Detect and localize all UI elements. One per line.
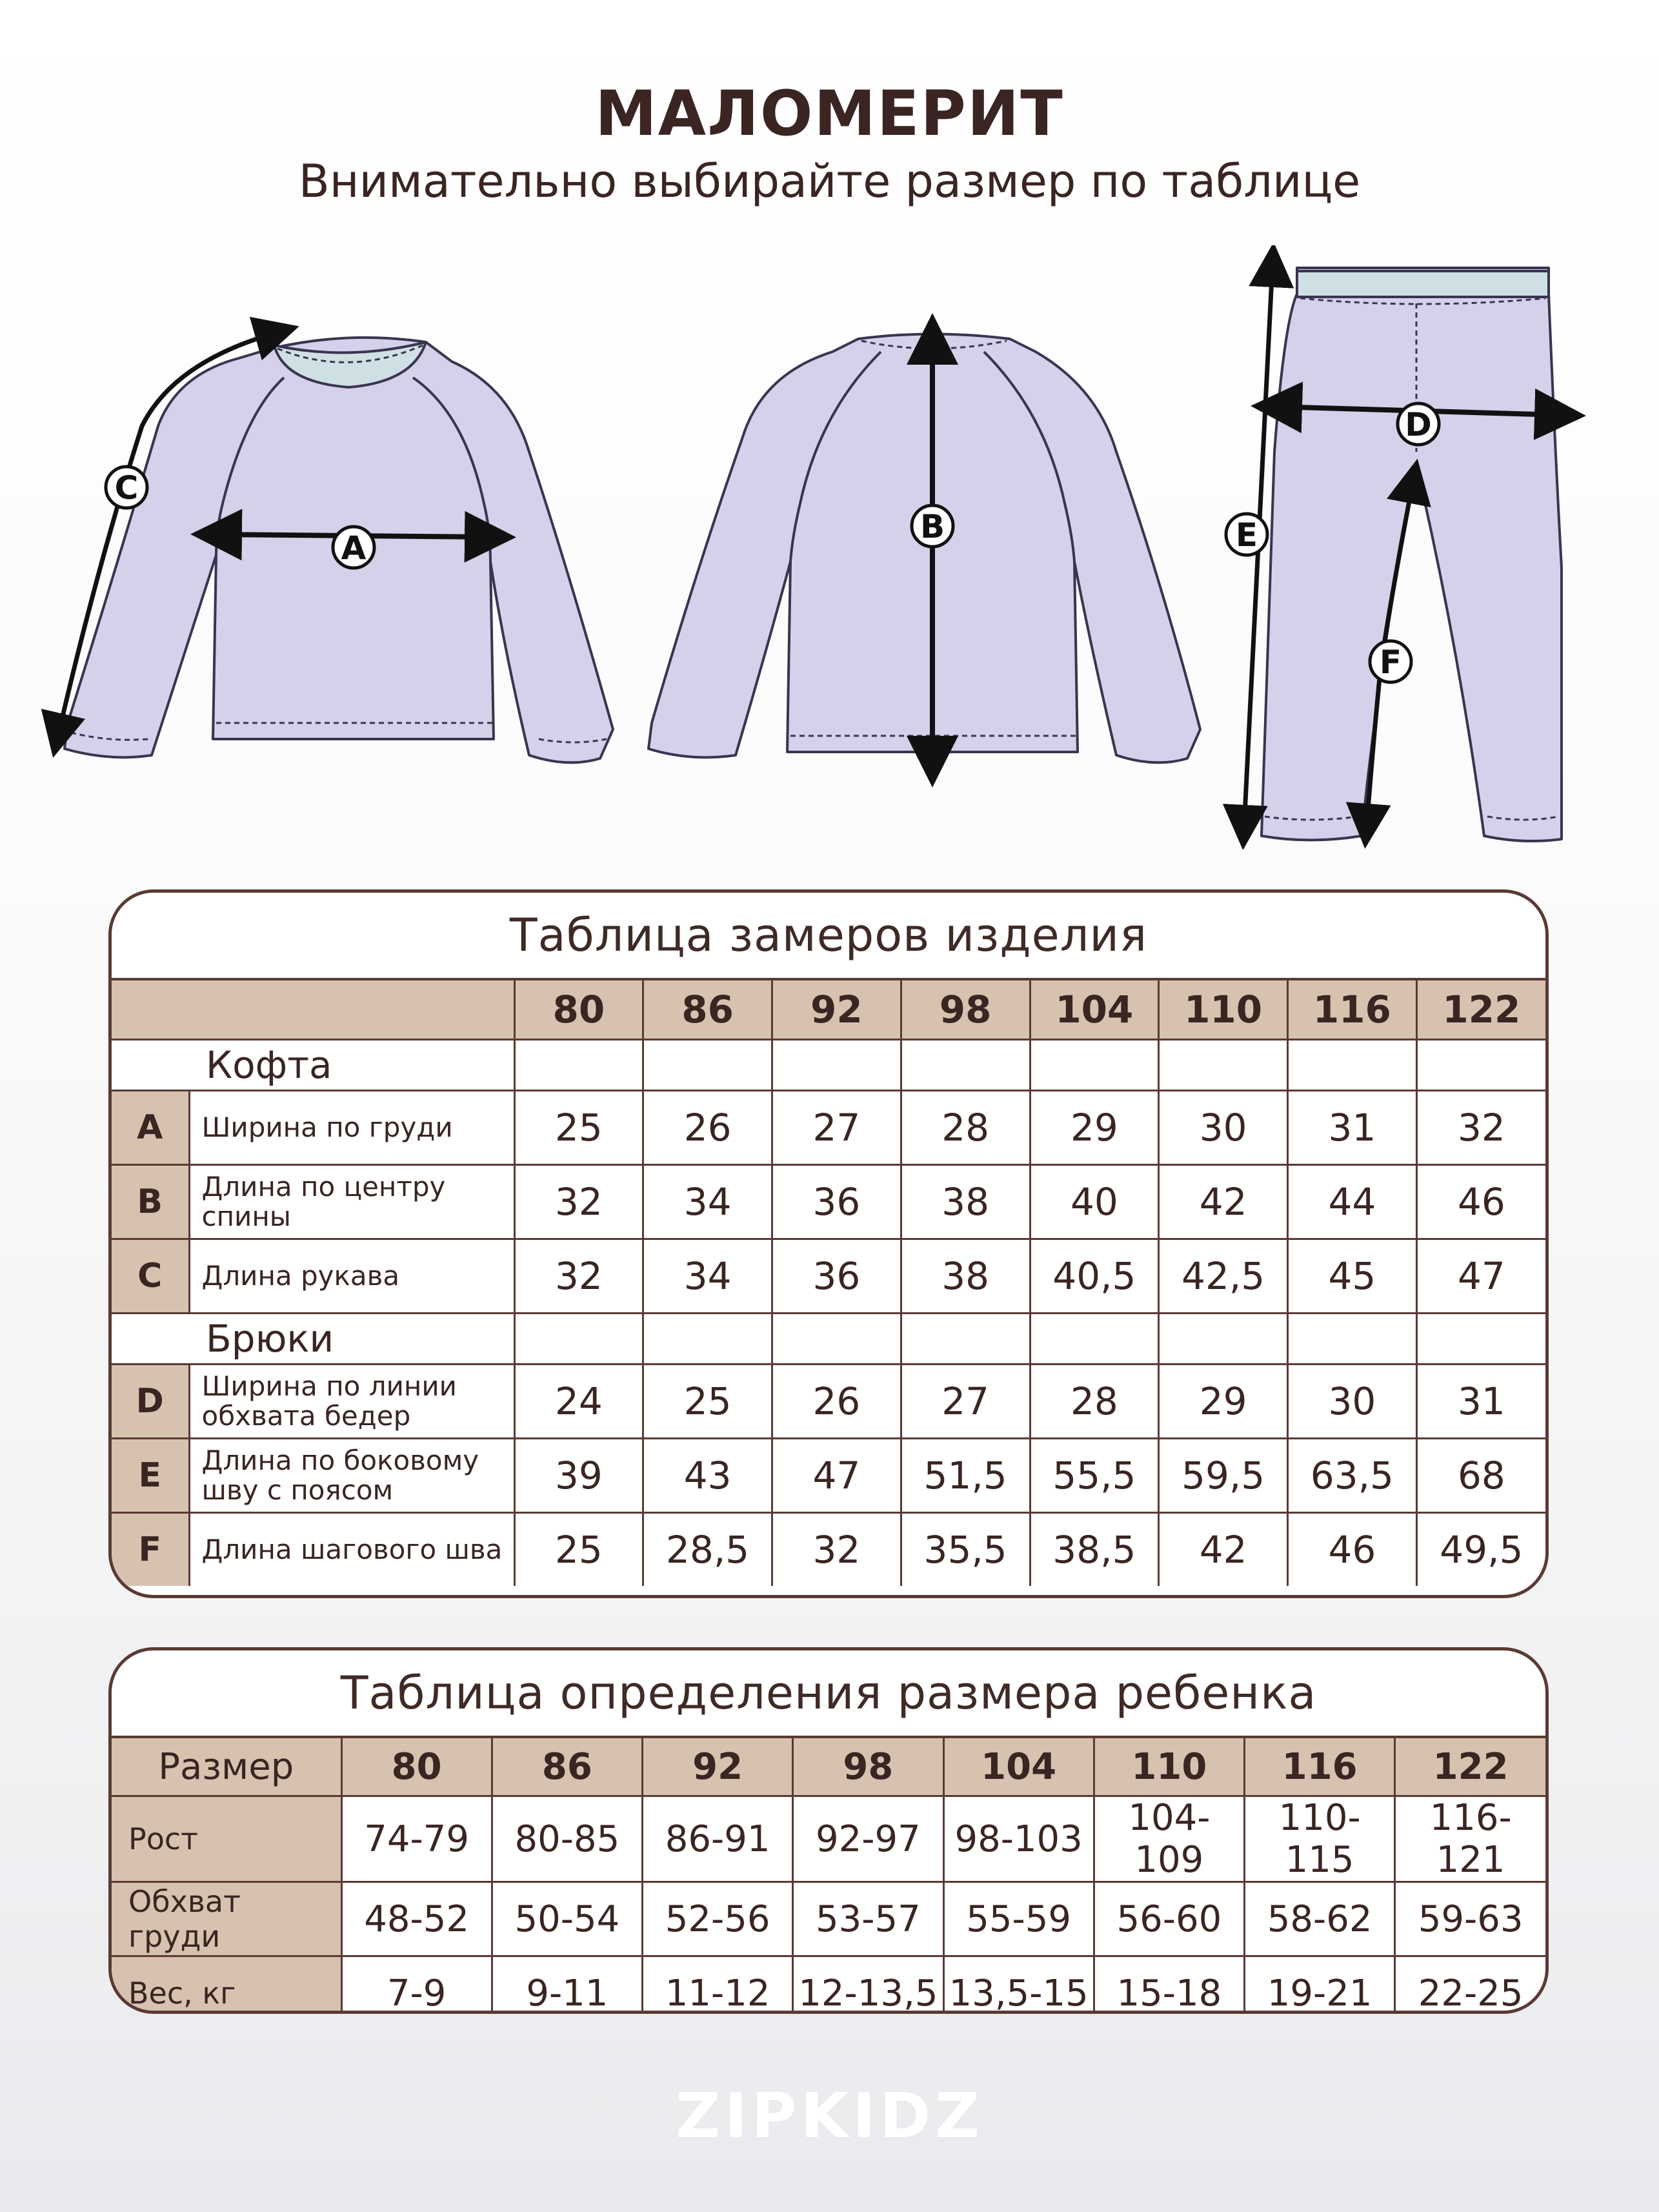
size-header-cell: 92 [643, 1738, 793, 1796]
measure-value: 68 [1416, 1439, 1545, 1513]
measure-letter: F [112, 1513, 189, 1587]
measure-value: 30 [1288, 1365, 1417, 1439]
section-row [112, 1040, 1545, 1091]
measurements-title: Таблица замеров изделия [112, 893, 1545, 980]
size-header-cell: 116 [1288, 980, 1417, 1040]
measure-value: 26 [772, 1365, 901, 1439]
measure-value: 25 [514, 1513, 643, 1587]
measure-value: 32 [772, 1513, 901, 1587]
size-value: 86-91 [643, 1796, 793, 1882]
measure-value: 28 [1030, 1365, 1159, 1439]
size-value: 58-62 [1245, 1882, 1395, 1956]
measure-value: 43 [643, 1439, 772, 1513]
size-value: 98-103 [943, 1796, 1094, 1882]
size-card [108, 1647, 1549, 2014]
size-value: 12-13,5 [793, 1956, 943, 2014]
section-empty-cell [1030, 1314, 1159, 1365]
section-empty-cell [901, 1314, 1030, 1365]
measure-value: 32 [1416, 1091, 1545, 1165]
size-header-cell: 98 [901, 980, 1030, 1040]
label-c: C [114, 469, 139, 507]
section-empty-cell [643, 1314, 772, 1365]
size-header-cell: 104 [1030, 980, 1159, 1040]
size-value: 7-9 [341, 1956, 492, 2014]
measure-description: Длина рукава [189, 1239, 514, 1314]
size-value: 110-115 [1245, 1796, 1395, 1882]
size-value: 50-54 [492, 1882, 642, 1956]
measure-value: 31 [1288, 1091, 1417, 1165]
measure-value: 59,5 [1159, 1439, 1288, 1513]
size-table-title: Таблица определения размера ребенка [112, 1650, 1545, 1738]
label-a: A [341, 529, 367, 567]
section-empty-cell [901, 1040, 1030, 1091]
size-row-label: Обхват груди [112, 1882, 341, 1956]
measure-value: 29 [1030, 1091, 1159, 1165]
measure-value: 32 [514, 1239, 643, 1314]
measure-value: 27 [901, 1365, 1030, 1439]
measure-description: Длина шагового шва [189, 1513, 514, 1587]
measure-letter: C [112, 1239, 189, 1314]
section-empty-cell [1288, 1040, 1417, 1091]
section-row [112, 1314, 1545, 1365]
measure-value: 38 [901, 1165, 1030, 1239]
size-value: 13,5-15 [943, 1956, 1094, 2014]
measure-value: 38,5 [1030, 1513, 1159, 1587]
measure-value: 34 [643, 1239, 772, 1314]
measure-letter: E [112, 1439, 189, 1513]
size-row-label: Вес, кг [112, 1956, 341, 2014]
measure-value: 55,5 [1030, 1439, 1159, 1513]
label-b: B [920, 508, 945, 545]
sweatshirt-back-drawing [649, 334, 1200, 763]
measure-value: 49,5 [1416, 1513, 1545, 1587]
table-row [112, 1091, 1545, 1165]
size-value: 52-56 [643, 1882, 793, 1956]
section-empty-cell [1416, 1040, 1545, 1091]
label-d: D [1405, 406, 1432, 443]
section-empty-cell [772, 1040, 901, 1091]
size-table [112, 1738, 1545, 2014]
section-label: Брюки [112, 1314, 514, 1365]
size-value: 55-59 [943, 1882, 1094, 1956]
section-empty-cell [514, 1314, 643, 1365]
measure-letter: A [112, 1091, 189, 1165]
measure-value: 31 [1416, 1365, 1545, 1439]
measure-description: Ширина по груди [189, 1091, 514, 1165]
measure-value: 40,5 [1030, 1239, 1159, 1314]
measure-value: 25 [514, 1091, 643, 1165]
size-value: 48-52 [341, 1882, 492, 1956]
measure-value: 28 [901, 1091, 1030, 1165]
pants-drawing [1262, 268, 1562, 841]
size-value: 92-97 [793, 1796, 943, 1882]
garment-illustrations [0, 245, 1659, 865]
size-value: 11-12 [643, 1956, 793, 2014]
size-header-cell: 116 [1245, 1738, 1395, 1796]
measure-value: 45 [1288, 1239, 1417, 1314]
section-empty-cell [1159, 1040, 1288, 1091]
measure-value: 36 [772, 1239, 901, 1314]
size-value: 22-25 [1395, 1956, 1545, 2014]
measure-value: 63,5 [1288, 1439, 1417, 1513]
measure-value: 44 [1288, 1165, 1417, 1239]
size-header-cell: 80 [514, 980, 643, 1040]
label-f: F [1379, 644, 1402, 681]
size-value: 53-57 [793, 1882, 943, 1956]
section-empty-cell [1030, 1040, 1159, 1091]
measure-value: 29 [1159, 1365, 1288, 1439]
measure-value: 46 [1288, 1513, 1417, 1587]
table-row [112, 1513, 1545, 1587]
measure-value: 32 [514, 1165, 643, 1239]
size-header-cell: 104 [943, 1738, 1094, 1796]
size-row-label: Рост [112, 1796, 341, 1882]
size-header-cell: 110 [1094, 1738, 1244, 1796]
measure-value: 46 [1416, 1165, 1545, 1239]
measure-value: 38 [901, 1239, 1030, 1314]
measure-header-row [112, 980, 1545, 1040]
measure-value: 47 [1416, 1239, 1545, 1314]
measure-value: 47 [772, 1439, 901, 1513]
size-header-cell: 80 [341, 1738, 492, 1796]
size-header-cell: 92 [772, 980, 901, 1040]
label-e: E [1235, 516, 1258, 554]
measure-description: Длина по боковому шву с поясом [189, 1439, 514, 1513]
measure-value: 51,5 [901, 1439, 1030, 1513]
measure-letter: B [112, 1165, 189, 1239]
measure-letter: D [112, 1365, 189, 1439]
size-value: 19-21 [1245, 1956, 1395, 2014]
table-row [112, 1956, 1545, 2014]
measurements-table [112, 980, 1545, 1586]
section-empty-cell [1288, 1314, 1417, 1365]
size-value: 59-63 [1395, 1882, 1545, 1956]
measure-description: Ширина по линии обхвата бедер [189, 1365, 514, 1439]
size-header-cell: 98 [793, 1738, 943, 1796]
table-row [112, 1796, 1545, 1882]
size-header-label: Размер [112, 1738, 341, 1796]
brand-logo: ZIPKIDZ [675, 2080, 984, 2152]
measure-value: 40 [1030, 1165, 1159, 1239]
table-row [112, 1239, 1545, 1314]
measure-value: 42 [1159, 1165, 1288, 1239]
measurements-card [108, 889, 1549, 1598]
size-value: 104-109 [1094, 1796, 1244, 1882]
measure-value: 35,5 [901, 1513, 1030, 1587]
size-value: 116-121 [1395, 1796, 1545, 1882]
size-value: 9-11 [492, 1956, 642, 2014]
size-value: 80-85 [492, 1796, 642, 1882]
measure-value: 36 [772, 1165, 901, 1239]
section-label: Кофта [112, 1040, 514, 1091]
measure-description: Длина по центру спины [189, 1165, 514, 1239]
table-row [112, 1165, 1545, 1239]
size-value: 74-79 [341, 1796, 492, 1882]
measure-value: 24 [514, 1365, 643, 1439]
size-header-cell: 110 [1159, 980, 1288, 1040]
page-subtitle: Внимательно выбирайте размер по таблице [298, 155, 1361, 208]
size-header-cell: 86 [643, 980, 772, 1040]
size-header-row [112, 1738, 1545, 1796]
measure-value: 42,5 [1159, 1239, 1288, 1314]
measure-value: 39 [514, 1439, 643, 1513]
size-header-cell: 122 [1416, 980, 1545, 1040]
section-empty-cell [1159, 1314, 1288, 1365]
section-empty-cell [772, 1314, 901, 1365]
measure-value: 30 [1159, 1091, 1288, 1165]
table-row [112, 1439, 1545, 1513]
section-empty-cell [1416, 1314, 1545, 1365]
section-empty-cell [514, 1040, 643, 1091]
measure-value: 34 [643, 1165, 772, 1239]
measure-value: 28,5 [643, 1513, 772, 1587]
size-value: 15-18 [1094, 1956, 1244, 2014]
measure-value: 25 [643, 1365, 772, 1439]
table-row [112, 1882, 1545, 1956]
measure-value: 42 [1159, 1513, 1288, 1587]
table-row [112, 1365, 1545, 1439]
page-title: МАЛОМЕРИТ [595, 77, 1064, 150]
measure-value: 27 [772, 1091, 901, 1165]
size-header-cell: 122 [1395, 1738, 1545, 1796]
size-header-cell: 86 [492, 1738, 642, 1796]
section-empty-cell [643, 1040, 772, 1091]
measure-value: 26 [643, 1091, 772, 1165]
measure-header-blank [112, 980, 514, 1040]
size-value: 56-60 [1094, 1882, 1244, 1956]
